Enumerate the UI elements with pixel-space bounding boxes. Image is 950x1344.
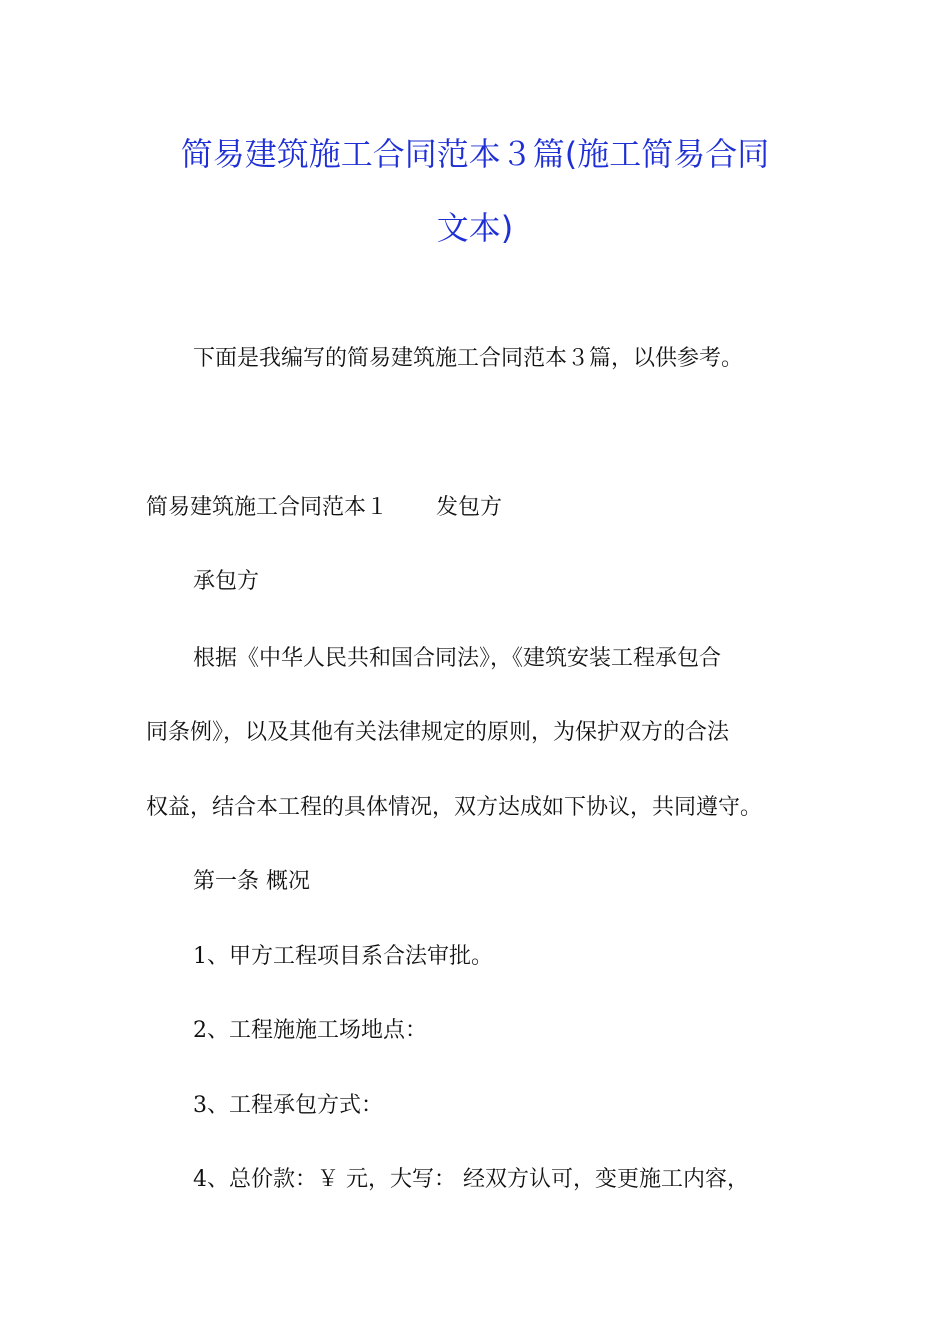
intro-paragraph: 下面是我编写的简易建筑施工合同范本３篇，以供参考。 xyxy=(193,346,744,371)
paragraph-1-line-2: 同条例》，以及其他有关法律规定的原则，为保护双方的合法 xyxy=(146,720,730,745)
list-item-3: 3、工程承包方式： xyxy=(193,1093,383,1118)
list-item-4: 4、总价款：￥ 元，大写： 经双方认可，变更施工内容， xyxy=(193,1167,749,1192)
document-title-line-2: 文本) xyxy=(436,209,514,247)
document-title-line-1: 简易建筑施工合同范本３篇(施工简易合同 xyxy=(180,135,770,173)
section-heading-row xyxy=(146,493,502,523)
contractor-label: 承包方 xyxy=(193,569,260,594)
section-heading: 简易建筑施工合同范本１ xyxy=(146,495,389,520)
paragraph-1-line-3: 权益，结合本工程的具体情况，双方达成如下协议，共同遵守。 xyxy=(146,795,763,820)
paragraph-1-line-1: 根据《中华人民共和国合同法》，《建筑安装工程承包合 xyxy=(193,646,722,671)
article-1-heading: 第一条 概况 xyxy=(193,869,310,894)
employer-label: 发包方 xyxy=(436,495,503,520)
list-item-2: 2、工程施施工场地点： xyxy=(193,1018,427,1043)
list-item-1: 1、甲方工程项目系合法审批。 xyxy=(193,944,493,969)
